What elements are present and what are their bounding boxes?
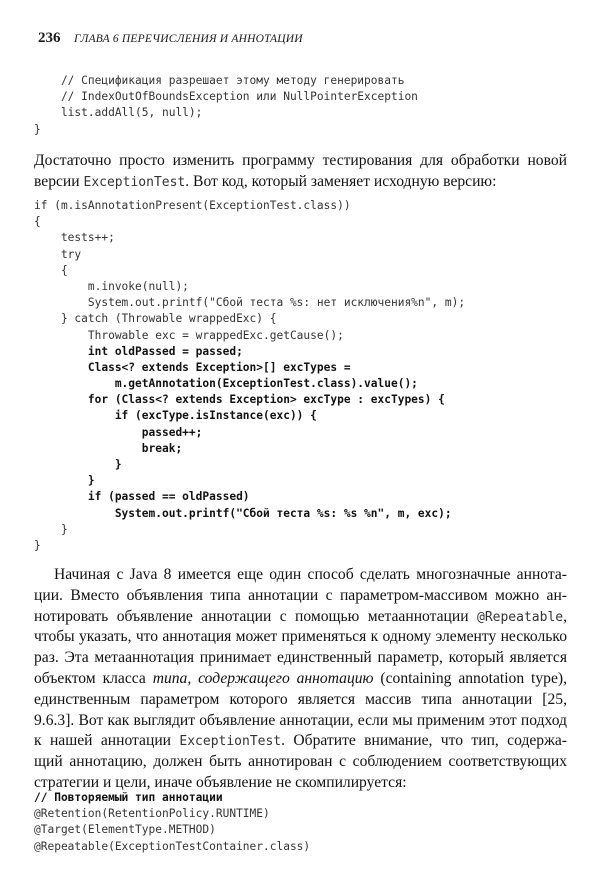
paragraph-line: версии ExceptionTest. Вот код, который заменяет исходную версию: xyxy=(34,172,497,190)
code-line-bold: passed++; xyxy=(34,425,203,439)
code-line: @Target(ElementType.METHOD) xyxy=(34,823,216,837)
code-block-2 xyxy=(34,198,465,554)
paragraph-line: стратегии и цели, иначе объявление не скомпилируется: xyxy=(34,773,407,791)
paragraph-line: Начиная с Java 8 имеется еще один способ сделать многозначные аннота- xyxy=(54,566,567,583)
code-comment-bold: // Повторяемый тип аннотации xyxy=(34,791,223,804)
paragraph-line: Достаточно просто изменить программу тестирования для обработки новой xyxy=(34,152,567,169)
paragraph-line: 9.6.3]. Вот как выглядит объявление аннотации, если мы применим этот подход xyxy=(34,711,567,729)
code-line: if (m.isAnnotationPresent(ExceptionTest.class)) xyxy=(34,199,351,212)
code-line-bold: System.out.printf("Сбой теста %s: %s %n", m, exc); xyxy=(34,506,452,520)
code-line-bold: } xyxy=(34,474,95,488)
code-line: try xyxy=(34,247,82,261)
code-line-bold: int oldPassed = passed; xyxy=(34,344,243,358)
code-line: } xyxy=(34,522,68,536)
code-block-1 xyxy=(34,73,418,138)
code-line: { xyxy=(34,215,41,229)
code-line: Throwable exc = wrappedExc.getCause(); xyxy=(34,328,344,342)
code-line: @Repeatable(ExceptionTestContainer.class) xyxy=(34,839,311,853)
chapter-title: ГЛАВА 6 ПЕРЕЧИСЛЕНИЯ И АННОТАЦИИ xyxy=(74,33,303,45)
code-line: } catch (Throwable wrappedExc) { xyxy=(34,312,277,326)
code-line-bold: if (passed == oldPassed) xyxy=(34,490,250,504)
code-line: @Retention(RetentionPolicy.RUNTIME) xyxy=(34,807,270,821)
paragraph-1 xyxy=(34,151,567,193)
paragraph-line: к нашей аннотации ExceptionTest. Обратите внимание, что тип, содержа- xyxy=(34,732,567,750)
code-block-3 xyxy=(34,790,310,855)
paragraph-line: объектом класса типа, содержащего аннотацию (containing annotation type), xyxy=(34,669,567,687)
code-line: m.invoke(null); xyxy=(34,279,189,293)
code-line: System.out.printf("Сбой теста %s: нет исключения%n", m); xyxy=(34,296,466,310)
code-line-bold: break; xyxy=(34,441,183,455)
code-line: list.addAll(5, null); xyxy=(34,106,203,120)
code-line: } xyxy=(34,538,41,552)
paragraph-line: единственным параметром которого является массив типа аннотации [25, xyxy=(34,690,567,708)
code-line-bold: } xyxy=(34,458,122,471)
code-line-bold: if (excType.isInstance(exc)) { xyxy=(34,409,317,423)
paragraph-line: нотировать объявление аннотации с помощью метааннотации @Repeatable, xyxy=(34,607,567,625)
italic-term: типа, содержащего аннотацию xyxy=(152,669,374,687)
page-number: 236 xyxy=(38,30,61,46)
paragraph-line: раз. Эта метааннотация принимает единственный параметр, который является xyxy=(34,649,567,667)
inline-code: @Repeatable xyxy=(477,609,564,625)
code-line-bold: for (Class<? extends Exception> excType : excTypes) { xyxy=(34,393,445,407)
paragraph-line: щий аннотацию, должен быть аннотирован с соблюдением соответствующих xyxy=(34,753,567,771)
inline-code: ExceptionTest xyxy=(83,174,186,190)
code-line: tests++; xyxy=(34,231,115,245)
inline-code: ExceptionTest xyxy=(179,734,282,750)
code-line: } xyxy=(34,122,41,136)
code-line-bold: Class<? extends Exception>[] excTypes = xyxy=(34,360,351,374)
paragraph-line: ции. Вместо объявления типа аннотации с параметром-массивом можно ан- xyxy=(34,586,567,604)
code-line-bold: m.getAnnotation(ExceptionTest.class).value(); xyxy=(34,377,418,391)
code-line: { xyxy=(34,263,68,277)
paragraph-2 xyxy=(34,565,567,794)
running-header xyxy=(38,30,303,47)
code-line: // Спецификация разрешает этому методу генерировать xyxy=(34,74,405,87)
paragraph-line: чтобы указать, что аннотация может применяться к одному элементу несколько xyxy=(34,628,567,646)
code-line: // IndexOutOfBoundsException или NullPointerException xyxy=(34,90,418,104)
